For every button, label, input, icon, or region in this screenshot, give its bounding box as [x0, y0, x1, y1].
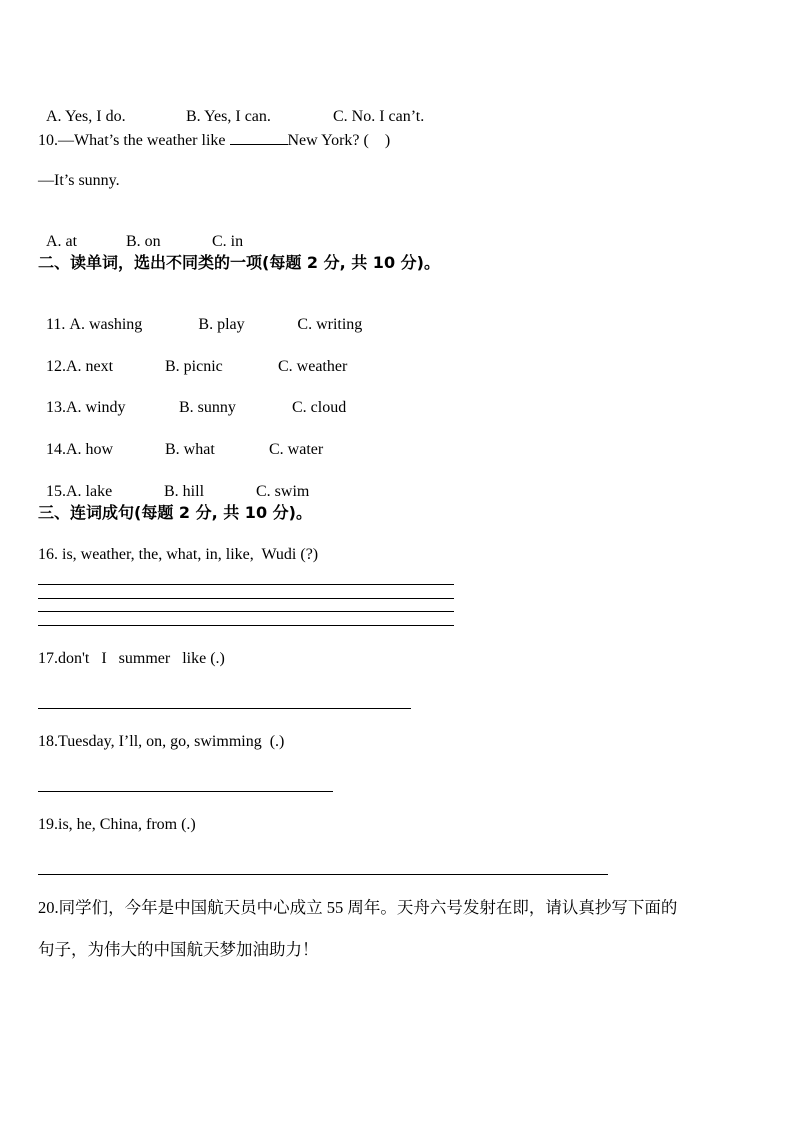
q9-option-c[interactable]: C. No. I can’t.	[333, 108, 425, 125]
q15-row	[38, 462, 309, 502]
q10-answer-line: —It’s sunny.	[38, 172, 120, 189]
q13-option-c[interactable]: C. cloud	[292, 399, 347, 416]
q12-row	[38, 337, 347, 377]
q17-prompt: 17.don't I summer like (.)	[38, 650, 225, 667]
q10-question	[38, 129, 390, 151]
q11-number: 11.	[46, 316, 70, 333]
q9-option-a[interactable]: A. Yes, I do.	[46, 108, 126, 125]
q16-answer-line-2[interactable]	[38, 598, 454, 599]
q16-answer-line-4[interactable]	[38, 625, 454, 626]
q9-option-b[interactable]: B. Yes, I can.	[186, 108, 271, 125]
q10-options	[38, 212, 243, 252]
q14-option-c[interactable]: C. water	[269, 441, 324, 458]
q14-option-a[interactable]: A. how	[66, 441, 114, 458]
q13-option-b[interactable]: B. sunny	[179, 399, 236, 416]
q11-row	[38, 295, 362, 335]
q15-option-c[interactable]: C. swim	[256, 483, 310, 500]
q13-number: 13.	[46, 399, 66, 416]
section3-title: 三、连词成句(每题 2 分, 共 10 分)。	[38, 503, 312, 522]
q16-answer-line-1[interactable]	[38, 584, 454, 585]
q15-option-a[interactable]: A. lake	[66, 483, 113, 500]
q16-answer-line-3[interactable]	[38, 611, 454, 612]
q14-row	[38, 420, 323, 460]
q13-option-a[interactable]: A. windy	[66, 399, 126, 416]
q10-blank[interactable]	[230, 129, 288, 145]
q18-prompt: 18.Tuesday, I’ll, on, go, swimming (.)	[38, 733, 285, 750]
q10-option-c[interactable]: C. in	[212, 233, 244, 250]
q16-prompt: 16. is, weather, the, what, in, like, Wudi (?)	[38, 546, 319, 563]
q20-prompt-line-2: 句子，为伟大的中国航天梦加油助力！	[38, 940, 319, 959]
q19-answer-line[interactable]	[38, 874, 608, 875]
q12-option-b[interactable]: B. picnic	[165, 358, 223, 375]
q10-prefix: 10.—What’s the weather like	[38, 132, 230, 149]
q11-option-a[interactable]: A. washing	[69, 316, 143, 333]
q9-options	[38, 87, 424, 127]
q10-option-a[interactable]: A. at	[46, 233, 78, 250]
q15-number: 15.	[46, 483, 66, 500]
q10-option-b[interactable]: B. on	[126, 233, 161, 250]
q18-answer-line[interactable]	[38, 791, 333, 792]
q19-prompt: 19.is, he, China, from (.)	[38, 816, 196, 833]
q15-option-b[interactable]: B. hill	[164, 483, 205, 500]
q12-option-a[interactable]: A. next	[66, 358, 114, 375]
q14-option-b[interactable]: B. what	[165, 441, 215, 458]
q17-answer-line[interactable]	[38, 708, 411, 709]
q11-option-c[interactable]: C. writing	[297, 316, 363, 333]
q11-option-b[interactable]: B. play	[198, 316, 245, 333]
q20-prompt-line-1: 20.同学们，今年是中国航天员中心成立 55 周年。天舟六号发射在即，请认真抄写下面的	[38, 898, 678, 917]
q12-number: 12.	[46, 358, 66, 375]
q14-number: 14.	[46, 441, 66, 458]
q13-row	[38, 378, 346, 418]
q12-option-c[interactable]: C. weather	[278, 358, 348, 375]
q10-suffix: New York? ( )	[287, 132, 391, 149]
section2-title: 二、读单词，选出不同类的一项(每题 2 分, 共 10 分)。	[38, 253, 440, 272]
